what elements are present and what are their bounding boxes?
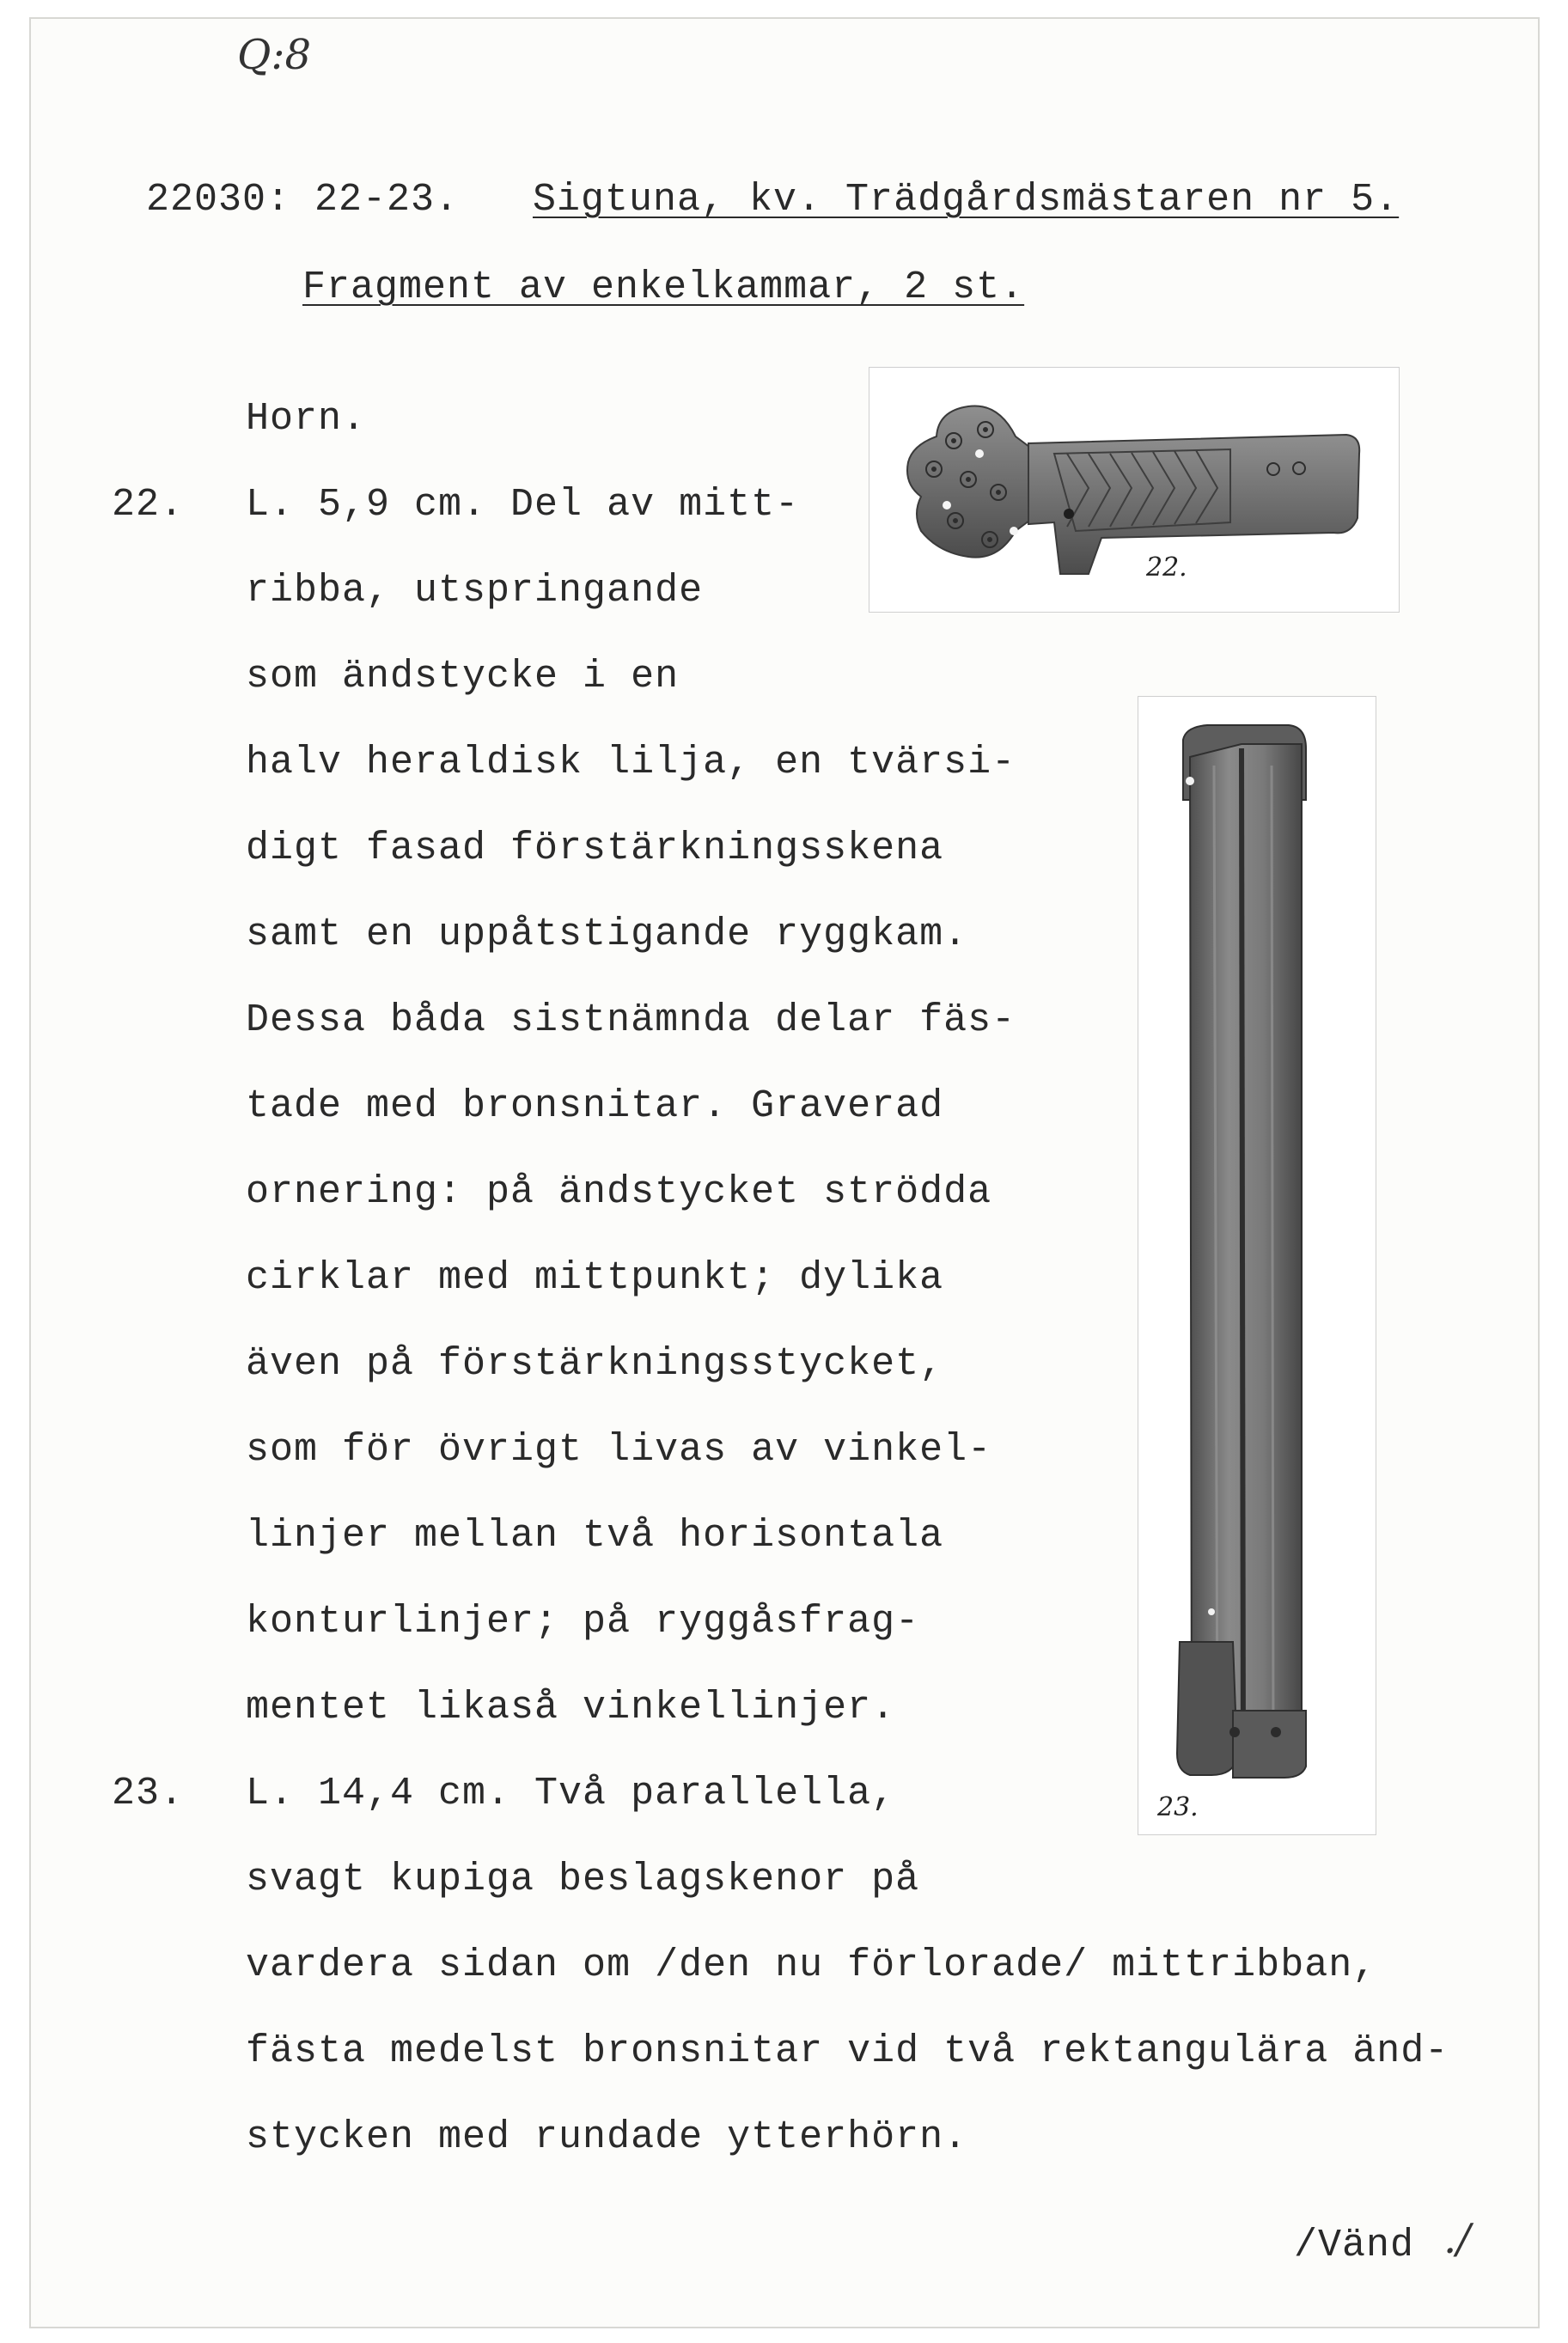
material: Horn. <box>246 397 367 441</box>
entry-line: svagt kupiga beslagskenor på <box>246 1858 920 1901</box>
entry-line: som för övrigt livas av vinkel- <box>246 1428 992 1472</box>
comb-fragment-23-image <box>1138 697 1376 1834</box>
entry-line: tade med bronsnitar. Graverad <box>246 1084 944 1128</box>
entry-number: 22. <box>112 483 185 527</box>
entry-line: L. 5,9 cm. Del av mitt- <box>246 483 800 527</box>
turn-page-mark: ./ <box>1443 2215 1471 2263</box>
entry-line: även på förstärkningsstycket, <box>246 1342 944 1386</box>
entry-line: fästa medelst bronsnitar vid två rektangulära änd- <box>246 2029 1449 2073</box>
photo-label-23: 23. <box>1157 1792 1199 1822</box>
photo-label-22: 22. <box>1146 552 1187 583</box>
entry-line: ribba, utspringande <box>246 569 704 613</box>
photo-comb-22 <box>869 367 1400 613</box>
entry-line: digt fasad förstärkningsskena <box>246 827 944 870</box>
site-title: Sigtuna, kv. Trädgårdsmästaren nr 5. <box>533 178 1400 222</box>
turn-page-note: /Vänd <box>1294 2224 1415 2267</box>
entry-line: halv heraldisk lilja, en tvärsi- <box>246 741 1016 784</box>
entry-line: ornering: på ändstycket strödda <box>246 1170 992 1214</box>
entry-line: L. 14,4 cm. Två parallella, <box>246 1772 896 1815</box>
entry-line: cirklar med mittpunkt; dylika <box>246 1256 944 1300</box>
entry-line: konturlinjer; på ryggåsfrag- <box>246 1600 920 1644</box>
entry-line: samt en uppåtstigande ryggkam. <box>246 912 968 956</box>
entry-number: 23. <box>112 1772 185 1815</box>
entry-line: som ändstycke i en <box>246 655 680 699</box>
entry-line: vardera sidan om /den nu förlorade/ mittribban, <box>246 1943 1377 1987</box>
entry-line: mentet likaså vinkellinjer. <box>246 1686 896 1730</box>
entry-line: linjer mellan två horisontala <box>246 1514 944 1558</box>
entry-line: stycken med rundade ytterhörn. <box>246 2115 968 2159</box>
entry-line: Dessa båda sistnämnda delar fäs- <box>246 998 1016 1042</box>
catalog-number: 22030: 22-23. <box>146 178 460 222</box>
comb-fragment-22-image <box>869 368 1399 612</box>
object-title: Fragment av enkelkammar, 2 st. <box>302 265 1025 309</box>
corner-mark: Q:8 <box>237 31 312 79</box>
photo-comb-23 <box>1138 696 1376 1835</box>
